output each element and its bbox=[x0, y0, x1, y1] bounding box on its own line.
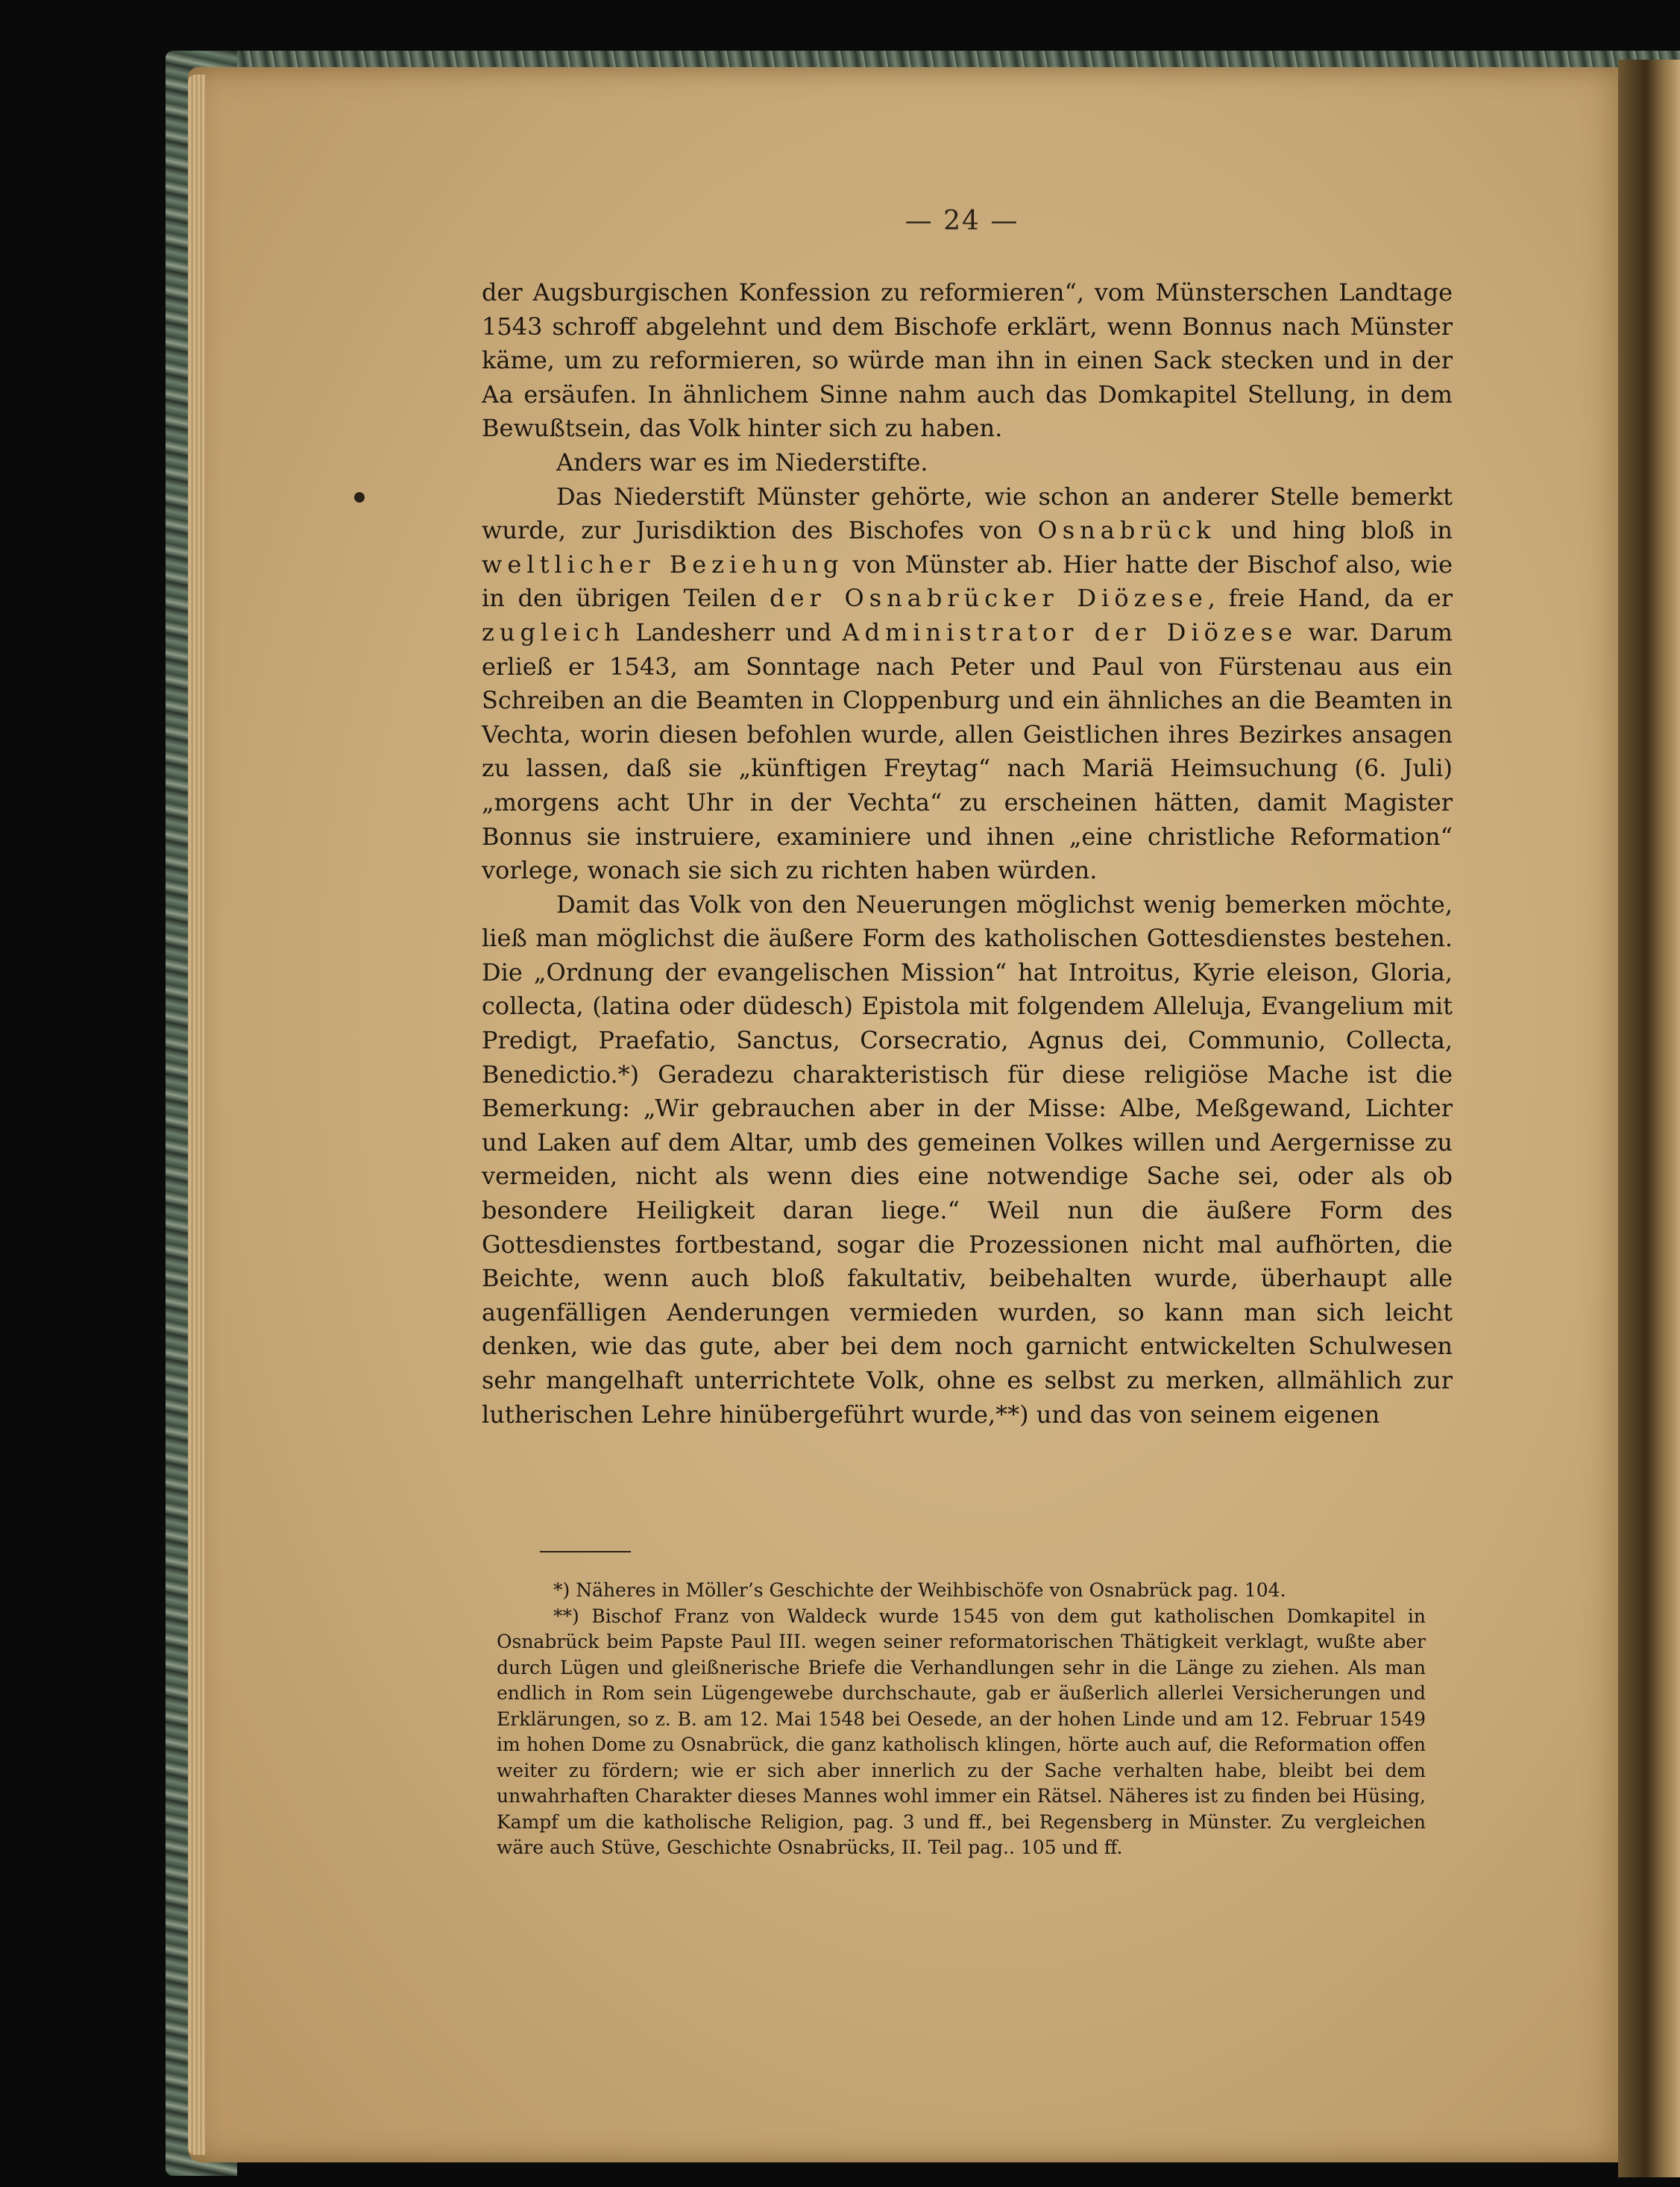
paragraph-3-part-3: von Münster ab. Hier hatte der Bischof also, wie in den übrigen Teilen bbox=[482, 550, 1453, 613]
paragraph-3 bbox=[482, 480, 1453, 888]
footnote-rule bbox=[540, 1551, 631, 1552]
page-number: — 24 — bbox=[905, 206, 1019, 236]
emphasis-weltlicher-beziehung: weltlicher Beziehung bbox=[482, 550, 844, 579]
paragraph-3-part-5: Landesherr und bbox=[635, 617, 832, 646]
paragraph-3-part-4: , freie Hand, da er bbox=[1207, 584, 1453, 613]
paragraph-1: der Augsburgischen Konfession zu reformieren“, vom Münsterschen Landtage 1543 schroff abgelehnt und dem Bischofe erklärt, wenn Bonnus nach Münster käme, um zu reformieren, so würde man ihn in einen Sack stecken und in der Aa ersäufen. In ähnlichem Sinne nahm auch das Domkapitel Stellung, in dem Bewußtsein, das Volk hinter sich zu haben. bbox=[482, 278, 1453, 443]
emphasis-administrator: Administrator der Diözese bbox=[842, 617, 1298, 646]
paragraph-4: Damit das Volk von den Neuerungen möglichst wenig bemerken möchte, ließ man möglichst die äußere Form des katholischen Gottesdienstes bestehen. Die „Ordnung der evangelischen Mission“ hat Introitus, Kyrie eleison, Gloria, collecta, (latina oder düdesch) Epistola mit folgendem Alleluja, Evangelium mit Predigt, Praefatio, Sanctus, Corsecratio, Agnus dei, Communio, Collecta, Benedictio.*) Geradezu charakteristisch für diese religiöse Mache ist die Bemerkung: „Wir gebrauchen aber in der Misse: Albe, Meßgewand, Lichter und Laken auf dem Altar, umb des gemeinen Volkes willen und Aergernisse zu vermeiden, nicht als wenn dies eine notwendige Sache sei, oder als ob besondere Heiligkeit daran liege.“ Weil nun die äußere Form des Gottesdienstes fortbestand, sogar die Prozessionen nicht mal aufhörten, die Beichte, wenn auch bloß fakultativ, beibehalten wurde, überhaupt alle augenfälligen Aenderungen vermieden wurden, so kann man sich leicht denken, wie das gute, aber bei dem noch garnicht entwickelten Schulwesen sehr mangelhaft unterrichtete Volk, ohne es selbst zu merken, allmählich zur lutherischen Lehre hinübergeführt wurde,**) und das von seinem eigenen bbox=[482, 890, 1453, 1429]
emphasis-osnabrueck: Osnabrück bbox=[1037, 516, 1216, 545]
footnote-1: *) Näheres in Möller’s Geschichte der Weihbischöfe von Osnabrück pag. 104. bbox=[553, 1579, 1286, 1601]
emphasis-osnabruecker-dioezese: der Osnabrücker Diözese bbox=[770, 584, 1208, 613]
book-gutter bbox=[1618, 60, 1680, 2177]
main-text bbox=[482, 276, 1453, 1432]
ink-spot bbox=[354, 492, 365, 503]
emphasis-zugleich: zugleich bbox=[482, 617, 625, 646]
footnotes bbox=[497, 1578, 1426, 1861]
page-stack-edges bbox=[188, 75, 206, 2155]
paragraph-3-part-6: war. Darum erließ er 1543, am Sonntage nach Peter und Paul von Fürstenau aus ein Schreiben an die Beamten in Cloppenburg und ein ähnliches an die Beamten in Vechta, worin diesen befohlen wurde, allen Geistlichen ihres Bezirkes ansagen zu lassen, daß sie „künftigen Freytag“ nach Mariä Heimsuchung (6. Juli) „morgens acht Uhr in der Vechta“ zu erscheinen hätten, damit Magister Bonnus sie instruiere, examiniere und ihnen „eine christliche Reformation“ vorlege, wonach sie sich zu richten haben würden. bbox=[482, 617, 1453, 885]
paragraph-3-part-2: und hing bloß in bbox=[1230, 516, 1453, 545]
paragraph-3-part-1: Das Niederstift Münster gehörte, wie schon an anderer Stelle bemerkt wurde, zur Jurisdiktion des Bischofes von bbox=[482, 482, 1453, 545]
paragraph-2: Anders war es im Niederstifte. bbox=[556, 447, 928, 476]
footnote-2: **) Bischof Franz von Waldeck wurde 1545 von dem gut katholischen Domkapitel in Osnabrück beim Papste Paul III. wegen seiner reformatorischen Thätigkeit verklagt, wußte aber durch Lügen und gleißnerische Briefe die Verhandlungen sehr in die Länge zu ziehen. Als man endlich in Rom sein Lügengewebe durchschaute, gab er äußerlich allerlei Versicherungen und Erklärungen, so z. B. am 12. Mai 1548 bei Oesede, an der hohen Linde und am 12. Februar 1549 im hohen Dome zu Osnabrück, die ganz katholisch klingen, hörte auch auf, die Reformation offen weiter zu fördern; wie er sich aber innerlich zu der Sache verhalten habe, bleibt bei dem unwahrhaften Charakter dieses Mannes wohl immer ein Rätsel. Näheres ist zu finden bei Hüsing, Kampf um die katholische Religion, pag. 3 und ff., bei Regensberg in Münster. Zu vergleichen wäre auch Stüve, Geschichte Osnabrücks, II. Teil pag.. 105 und ff. bbox=[497, 1605, 1426, 1858]
